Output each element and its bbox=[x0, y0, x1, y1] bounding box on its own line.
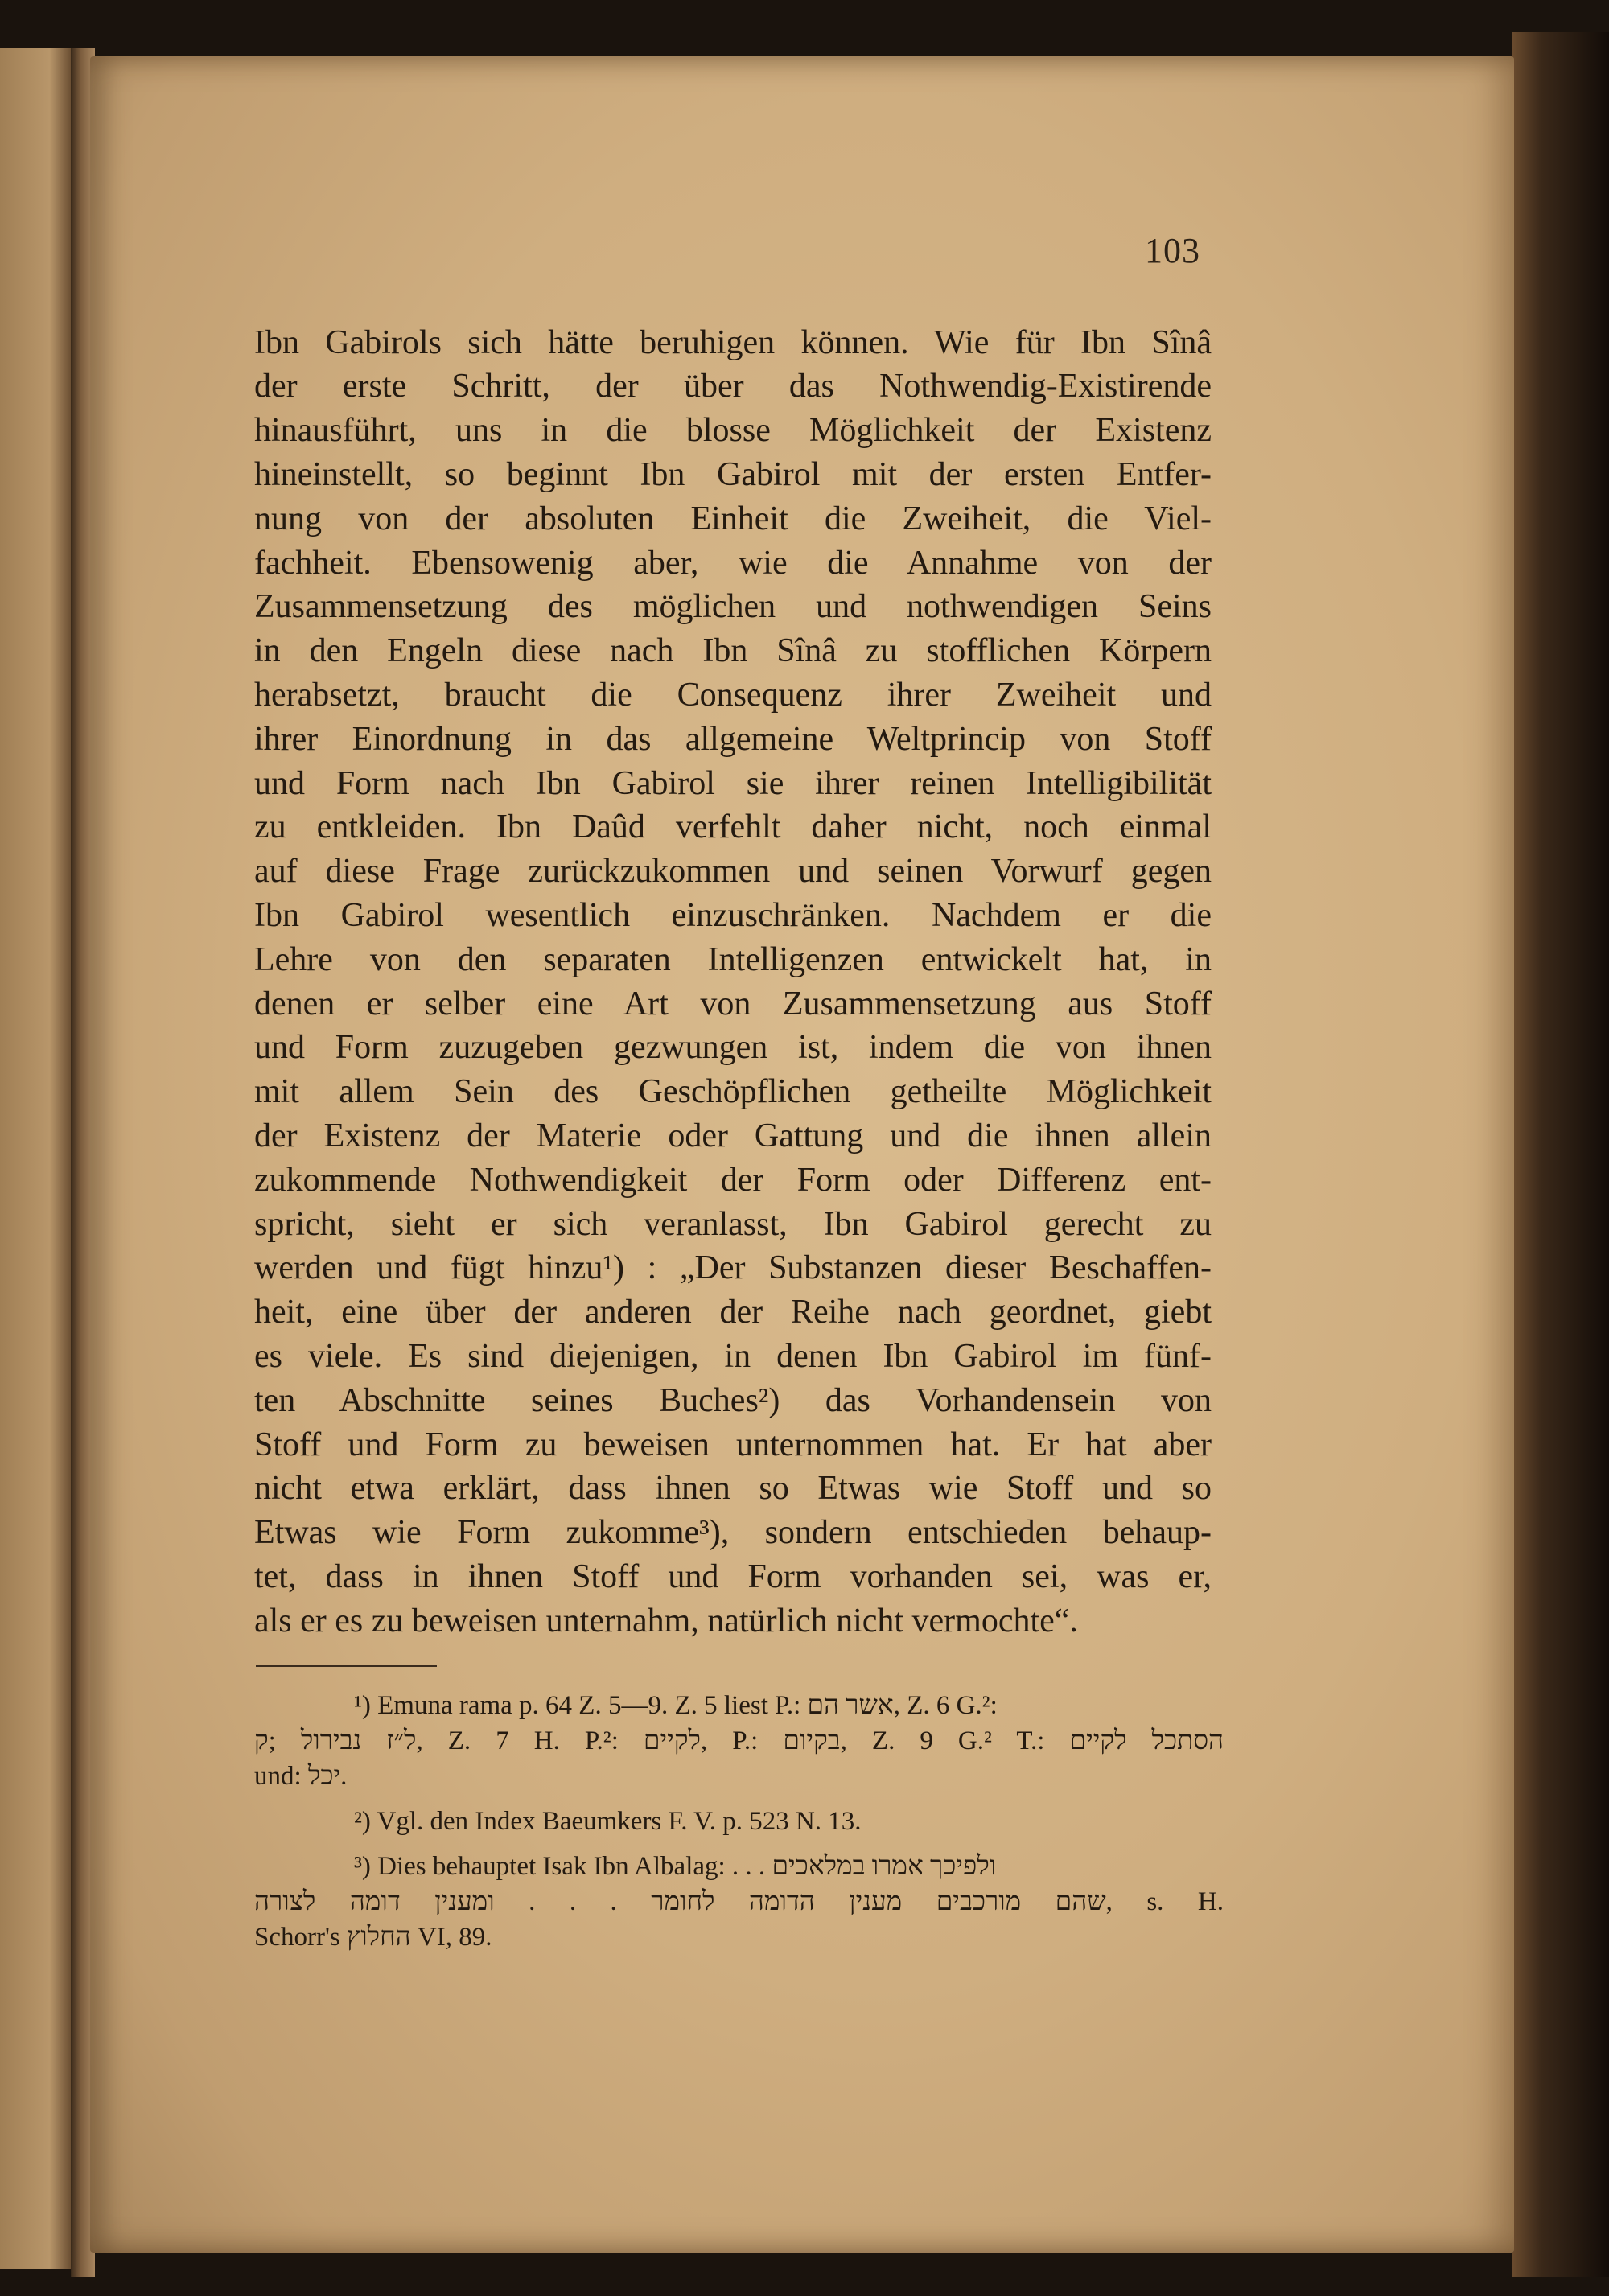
footnote-line: Schorr's החלוץ VI, 89. bbox=[254, 1923, 492, 1952]
footnote-line: ל״ז נבירול ;ק, Z. 7 H. P.²: לקיים, P.: בקיום, Z. 9 G.² T.: הסתכל לקיים bbox=[254, 1726, 1224, 1755]
text-line: hinausführt, uns in die blosse Möglichkeit der Existenz bbox=[254, 412, 1212, 449]
footnote-divider bbox=[256, 1665, 437, 1667]
text-line: ten Abschnitte seines Buches²) das Vorhandensein von bbox=[254, 1382, 1212, 1419]
page-number: 103 bbox=[1145, 231, 1200, 270]
text-line: hineinstellt, so beginnt Ibn Gabirol mit der ersten Entfer- bbox=[254, 456, 1212, 493]
text-line: zukommende Nothwendigkeit der Form oder Differenz ent- bbox=[254, 1162, 1212, 1199]
text-line: in den Engeln diese nach Ibn Sînâ zu stofflichen Körpern bbox=[254, 632, 1212, 669]
text-line: Ibn Gabirol wesentlich einzuschränken. Nachdem er die bbox=[254, 897, 1212, 934]
text-line: und Form zuzugeben gezwungen ist, indem die von ihnen bbox=[254, 1029, 1212, 1066]
text-line: tet, dass in ihnen Stoff und Form vorhanden sei, was er, bbox=[254, 1558, 1212, 1595]
text-line: nicht etwa erklärt, dass ihnen so Etwas wie Stoff und so bbox=[254, 1470, 1212, 1507]
text-line: auf diese Frage zurückzukommen und seinen Vorwurf gegen bbox=[254, 853, 1212, 890]
text-line: zu entkleiden. Ibn Daûd verfehlt daher nicht, noch einmal bbox=[254, 809, 1212, 846]
text-line: Etwas wie Form zukomme³), sondern entschieden behaup- bbox=[254, 1514, 1212, 1551]
text-line: und Form nach Ibn Gabirol sie ihrer reinen Intelligibilität bbox=[254, 765, 1212, 802]
text-line: Lehre von den separaten Intelligenzen entwickelt hat, in bbox=[254, 941, 1212, 978]
text-line: fachheit. Ebensowenig aber, wie die Annahme von der bbox=[254, 545, 1212, 582]
footnote-line: שהם מורכבים מענין הדומה לחומר . . . ומענין דומה לצורה, s. H. bbox=[254, 1887, 1224, 1916]
text-line: Zusammensetzung des möglichen und nothwendigen Seins bbox=[254, 588, 1212, 625]
text-line: heit, eine über der anderen der Reihe nach geordnet, giebt bbox=[254, 1294, 1212, 1331]
text-line: der erste Schritt, der über das Nothwendig-Existirende bbox=[254, 368, 1212, 405]
footnote-line: ¹) Emuna rama p. 64 Z. 5—9. Z. 5 liest P.: אשר הם, Z. 6 G.²: bbox=[354, 1691, 998, 1720]
text-line: es viele. Es sind diejenigen, in denen Ibn Gabirol im fünf- bbox=[254, 1338, 1212, 1375]
footnote-line: ³) Dies behauptet Isak Ibn Albalag: . . . ולפיכך אמרו במלאכים bbox=[354, 1852, 997, 1881]
text-line: werden und fügt hinzu¹) : „Der Substanzen dieser Beschaffen- bbox=[254, 1249, 1212, 1286]
text-line: ihrer Einordnung in das allgemeine Weltprincip von Stoff bbox=[254, 721, 1212, 758]
text-line: spricht, sieht er sich veranlasst, Ibn Gabirol gerecht zu bbox=[254, 1206, 1212, 1243]
text-line: Stoff und Form zu beweisen unternommen hat. Er hat aber bbox=[254, 1426, 1212, 1463]
footnote-line: und: יכל. bbox=[254, 1762, 348, 1791]
text-line: nung von der absoluten Einheit die Zweiheit, die Viel- bbox=[254, 500, 1212, 537]
text-line: als er es zu beweisen unternahm, natürlich nicht vermochte“. bbox=[254, 1603, 1078, 1640]
text-line: mit allem Sein des Geschöpflichen getheilte Möglichkeit bbox=[254, 1073, 1212, 1110]
text-line: der Existenz der Materie oder Gattung und die ihnen allein bbox=[254, 1117, 1212, 1154]
text-line: herabsetzt, braucht die Consequenz ihrer Zweiheit und bbox=[254, 677, 1212, 714]
text-line: denen er selber eine Art von Zusammensetzung aus Stoff bbox=[254, 985, 1212, 1023]
text-line: Ibn Gabirols sich hätte beruhigen können. Wie für Ibn Sînâ bbox=[254, 324, 1212, 361]
footnote-line: ²) Vgl. den Index Baeumkers F. V. p. 523 N. 13. bbox=[354, 1807, 862, 1836]
